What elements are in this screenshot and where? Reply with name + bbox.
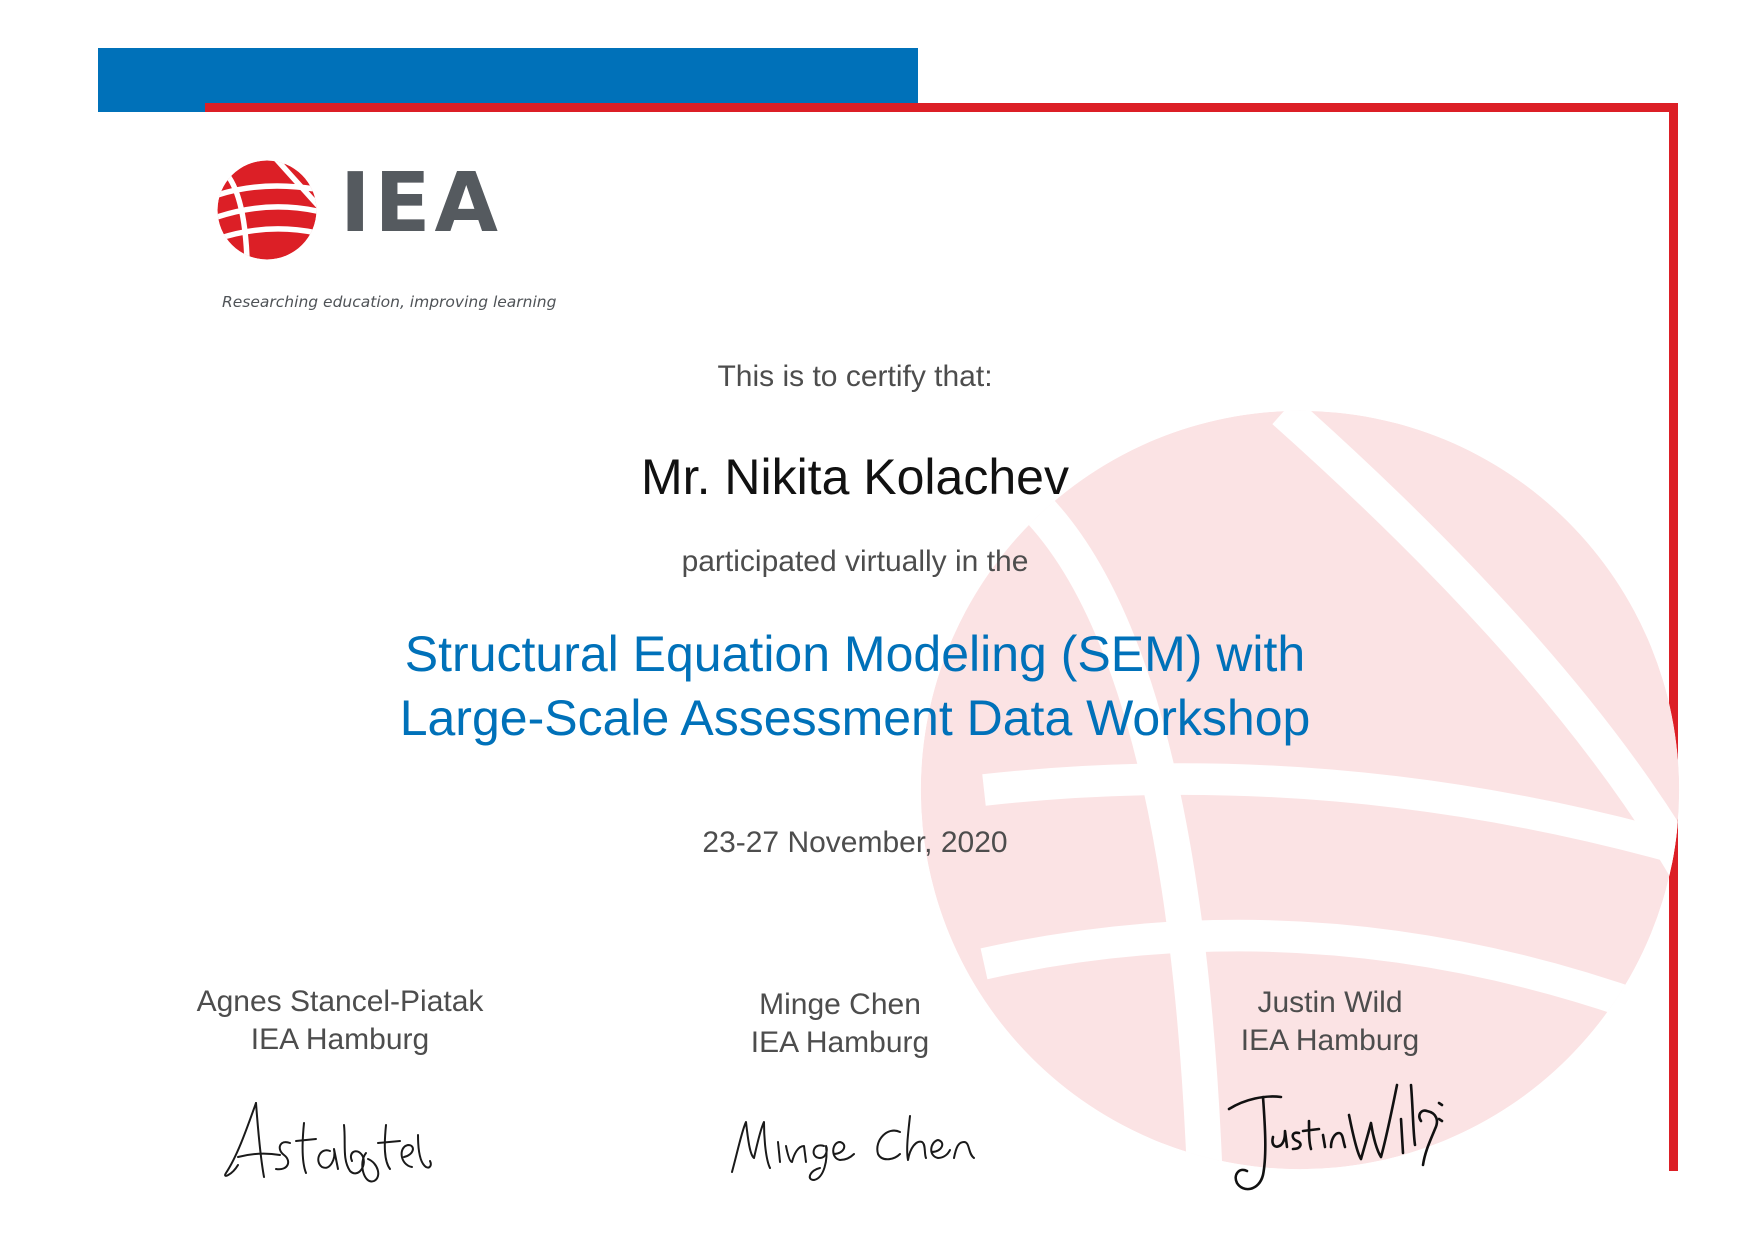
signatory-org: IEA Hamburg — [250, 1023, 430, 1056]
signature-2-icon — [728, 1100, 978, 1185]
course-title-line-2: Large-Scale Assessment Data Workshop — [399, 690, 1311, 746]
signatory-3 — [1120, 984, 1540, 1060]
iea-logo — [212, 155, 522, 275]
recipient-name: Mr. Nikita Kolachev — [641, 449, 1069, 505]
logo-tagline: Researching education, improving learning — [222, 293, 557, 311]
signatory-2 — [630, 986, 1050, 1062]
globe-logo-icon — [212, 155, 322, 265]
signatory-1 — [130, 983, 550, 1059]
certify-intro: This is to certify that: — [717, 360, 993, 393]
logo-wordmark: IEA — [340, 156, 502, 251]
signatory-name: Minge Chen — [759, 988, 921, 1021]
event-date: 23-27 November, 2020 — [702, 826, 1008, 859]
signatory-org: IEA Hamburg — [1240, 1024, 1420, 1057]
red-border-top — [205, 103, 1678, 112]
signatory-name: Justin Wild — [1257, 986, 1403, 1019]
globe-watermark-icon — [905, 395, 1695, 1185]
signature-1-icon — [218, 1095, 438, 1190]
participation-text: participated virtually in the — [681, 545, 1029, 578]
signatory-org: IEA Hamburg — [750, 1026, 930, 1059]
course-title — [310, 622, 1400, 750]
signatory-name: Agnes Stancel-Piatak — [196, 985, 484, 1018]
signature-3-icon — [1225, 1075, 1460, 1200]
course-title-line-1: Structural Equation Modeling (SEM) with — [404, 626, 1306, 682]
